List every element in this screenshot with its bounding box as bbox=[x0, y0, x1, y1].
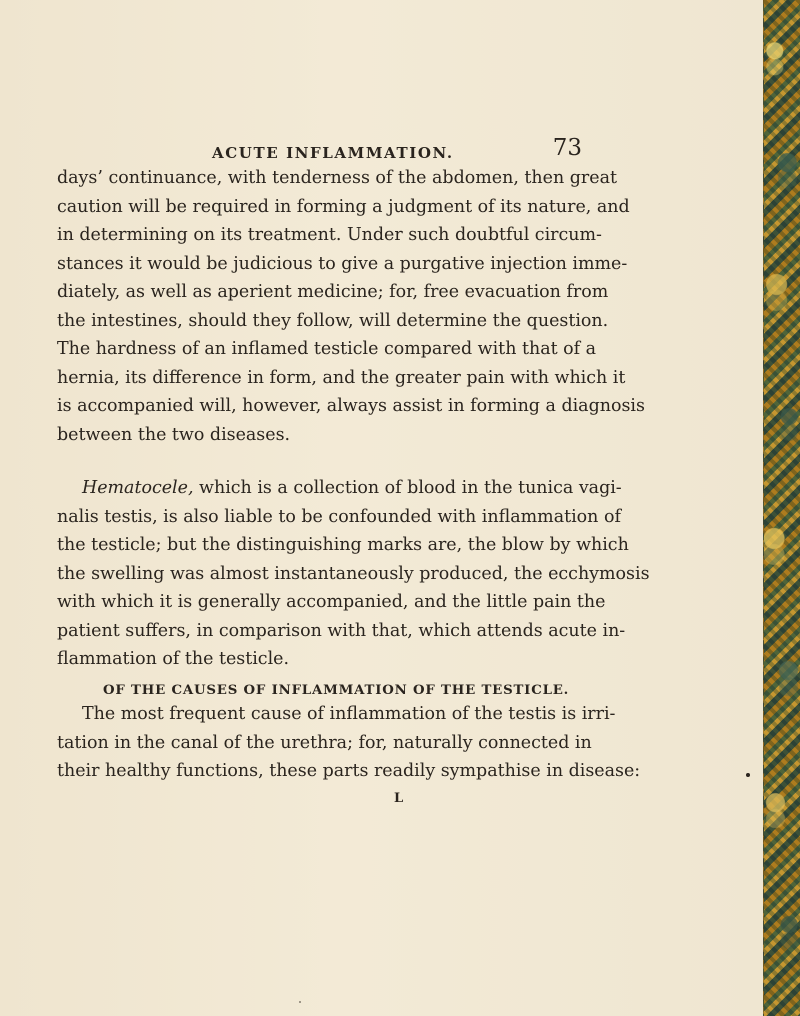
text-line: The hardness of an inflamed testicle compared with that of a bbox=[57, 339, 597, 359]
running-head: ACUTE INFLAMMATION. bbox=[212, 144, 454, 162]
text-line: between the two diseases. bbox=[57, 424, 291, 445]
paragraph-2 bbox=[57, 474, 702, 674]
text-line: tation in the canal of the urethra; for, naturally connected in bbox=[57, 732, 592, 753]
page-number: 73 bbox=[552, 135, 582, 161]
text-line: their healthy functions, these parts readily sympathise in disease: bbox=[57, 761, 641, 781]
text-line: with which it is generally accompanied, and the little pain the bbox=[57, 592, 606, 612]
text-line: in determining on its treatment. Under such doubtful circum- bbox=[57, 225, 602, 245]
section-heading: OF THE CAUSES OF INFLAMMATION OF THE TESTICLE. bbox=[103, 683, 570, 698]
ink-dot bbox=[299, 1001, 301, 1003]
text-line: flammation of the testicle. bbox=[57, 649, 290, 669]
text-line: The most frequent cause of inflammation of the testis is irri- bbox=[82, 704, 616, 724]
text-line: days’ continuance, with tenderness of the abdomen, then great bbox=[57, 168, 617, 188]
text-line: nalis testis, is also liable to be confounded with inflammation of bbox=[57, 506, 621, 527]
text-line: diately, as well as aperient medicine; for, free evacuation from bbox=[57, 282, 609, 302]
ink-dot bbox=[746, 773, 750, 777]
hematocele-term: Hematocele, bbox=[82, 478, 194, 498]
hematocele-first-line bbox=[57, 474, 702, 503]
signature-mark: L bbox=[394, 791, 404, 806]
text-line: the testicle; but the distinguishing marks are, the blow by which bbox=[57, 535, 629, 555]
paragraph-3 bbox=[57, 700, 702, 786]
text-line: patient suffers, in comparison with that, which attends acute in- bbox=[57, 620, 626, 641]
text-line: hernia, its difference in form, and the greater pain with which it bbox=[57, 367, 626, 388]
text-line: stances it would be judicious to give a purgative injection imme- bbox=[57, 253, 628, 274]
paragraph-1 bbox=[57, 164, 702, 449]
text-line: the swelling was almost instantaneously produced, the ecchymosis bbox=[57, 563, 650, 584]
text-line: the intestines, should they follow, will determine the question. bbox=[57, 310, 609, 331]
marbled-book-edge-icon bbox=[763, 0, 800, 1016]
hematocele-first-line-text: which is a collection of blood in the tunica vagi- bbox=[193, 478, 622, 498]
text-line: is accompanied will, however, always assist in forming a diagnosis bbox=[57, 396, 645, 416]
text-line: caution will be required in forming a judgment of its nature, and bbox=[57, 196, 630, 217]
